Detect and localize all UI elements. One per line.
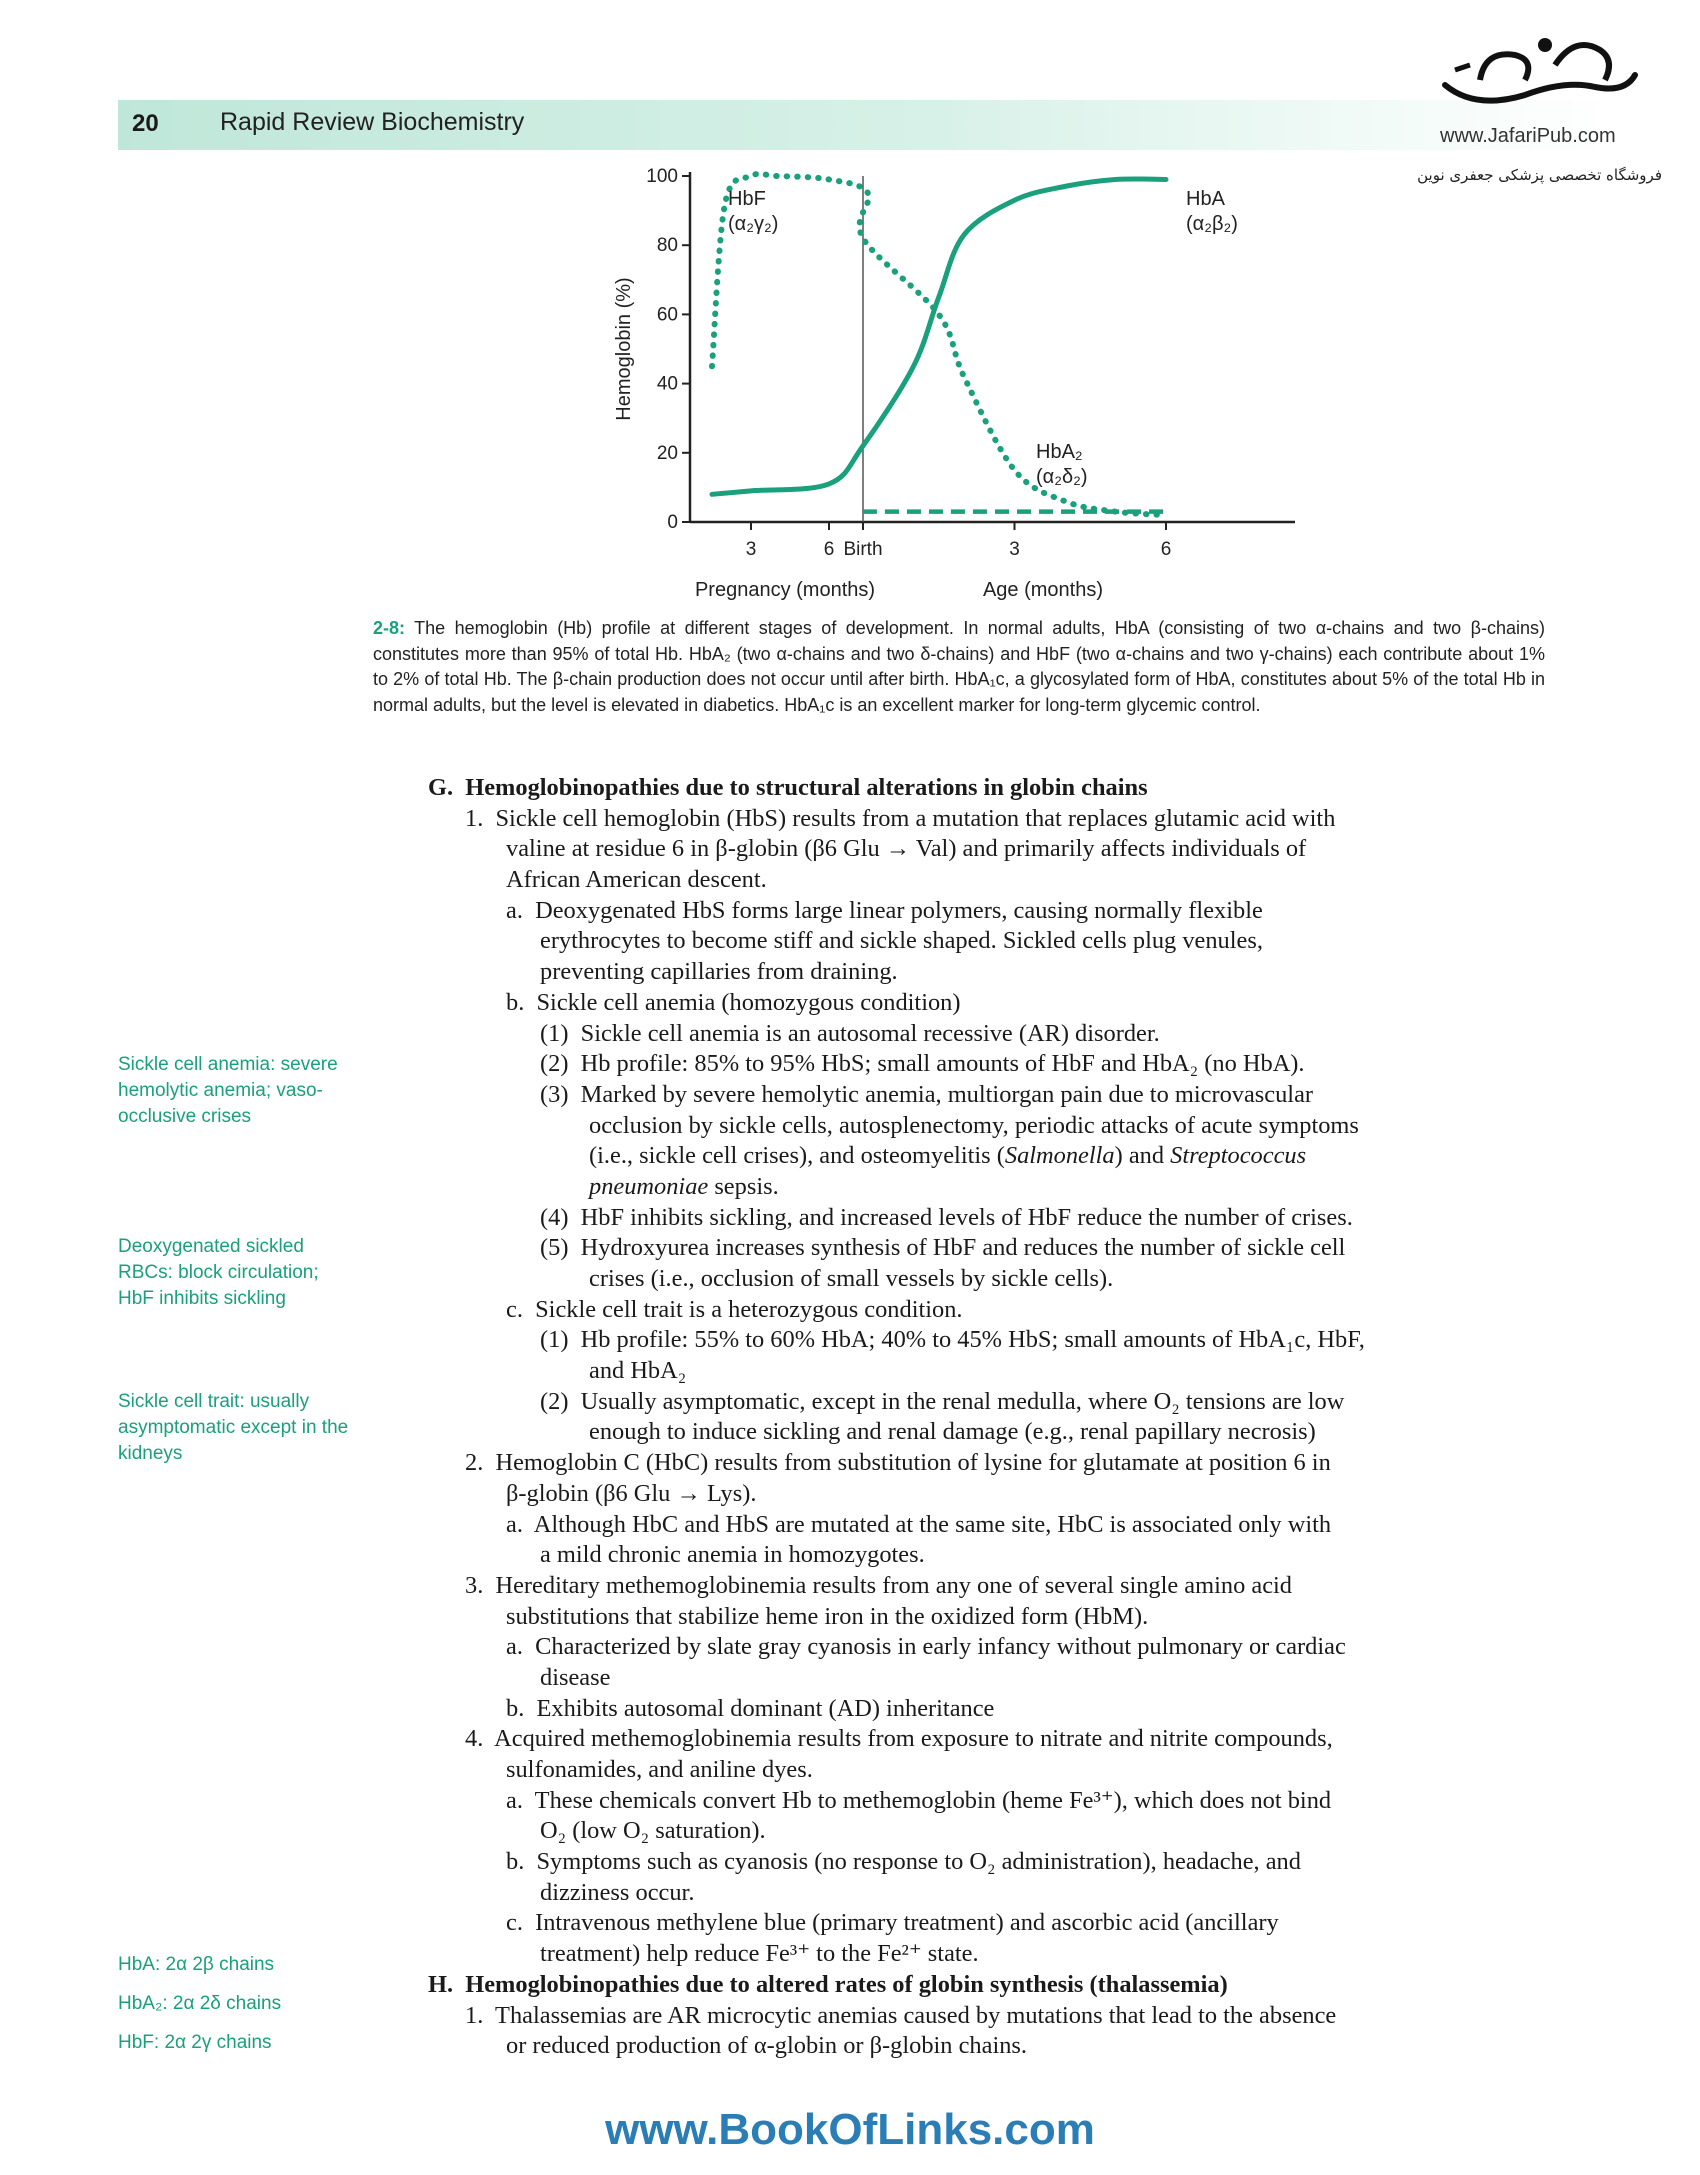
series-sublabel: (α₂γ₂) bbox=[728, 213, 779, 235]
caption-label: 2-8: bbox=[373, 618, 406, 638]
list-item: 3. Hereditary methemoglobinemia results from any one of several single amino acid bbox=[465, 1571, 1292, 1599]
figure-caption bbox=[373, 616, 1545, 718]
list-item-cont: a mild chronic anemia in homozygotes. bbox=[540, 1541, 925, 1569]
list-item-cont: enough to induce sickling and renal damage (e.g., renal papillary necrosis) bbox=[589, 1418, 1316, 1446]
list-item: c. Intravenous methylene blue (primary treatment) and ascorbic acid (ancillary bbox=[506, 1909, 1279, 1937]
list-item: (2) Usually asymptomatic, except in the renal medulla, where O₂ tensions are low bbox=[540, 1387, 1345, 1415]
list-item: (2) Hb profile: 85% to 95% HbS; small amounts of HbF and HbA₂ (no HbA). bbox=[540, 1050, 1305, 1078]
list-item-cont: sulfonamides, and aniline dyes. bbox=[506, 1756, 813, 1783]
list-item: (5) Hydroxyurea increases synthesis of HbF and reduces the number of sickle cell bbox=[540, 1234, 1346, 1262]
y-tick-label: 100 bbox=[646, 166, 678, 187]
x-tick-label: 3 bbox=[1009, 539, 1020, 560]
series-sublabel: (α₂δ₂) bbox=[1036, 466, 1088, 488]
text-run: sepsis. bbox=[708, 1172, 779, 1200]
list-item: 1. Sickle cell hemoglobin (HbS) results from a mutation that replaces glutamic acid with bbox=[465, 804, 1336, 832]
y-tick-label: 20 bbox=[656, 442, 678, 464]
list-item: (1) Hb profile: 55% to 60% HbA; 40% to 45% HbS; small amounts of HbA₁c, HbF, bbox=[540, 1326, 1365, 1354]
x-tick-label: 3 bbox=[745, 539, 757, 560]
list-item-cont: substitutions that stabilize heme iron in the oxidized form (HbM). bbox=[506, 1602, 1149, 1630]
series-sublabel: (α₂β₂) bbox=[1186, 213, 1238, 235]
list-item-cont: O₂ (low O₂ saturation). bbox=[540, 1817, 766, 1845]
list-item-cont bbox=[428, 1141, 1548, 1172]
list-item-cont: preventing capillaries from draining. bbox=[540, 958, 898, 986]
y-tick-label: 60 bbox=[656, 304, 678, 326]
hemoglobin-chart bbox=[600, 160, 1320, 610]
x-group-label: Pregnancy (months) bbox=[694, 579, 876, 601]
body-text bbox=[428, 773, 1548, 2062]
list-item: c. Sickle cell trait is a heterozygous condition. bbox=[506, 1295, 963, 1323]
section-heading-g: G. Hemoglobinopathies due to structural alterations in globin chains bbox=[428, 774, 1148, 801]
caption-text: The hemoglobin (Hb) profile at different stages of development. In normal adults, HbA (consisting of two α-chains and two β-chains) constitutes more than 95% of total Hb. HbA₂ (two α-chains and two δ-chains) and HbF (two α-chains and two γ-chains) each contribute about 1% to 2% of total Hb. The β-chain production does not occur until after birth. HbA₁c, a glycosylated form of HbA, constitutes about 5% of the total Hb in normal adults, but the level is elevated in diabetics. HbA₁c is an excellent marker for long-term glycemic control. bbox=[373, 618, 1545, 715]
x-group-label: Age (months) bbox=[982, 579, 1104, 601]
list-item: a. Deoxygenated HbS forms large linear polymers, causing normally flexible bbox=[506, 896, 1263, 924]
list-item-cont: occlusion by sickle cells, autosplenectomy, periodic attacks of acute symptoms bbox=[589, 1111, 1359, 1139]
list-item: 2. Hemoglobin C (HbC) results from substitution of lysine for glutamate at position 6 in bbox=[465, 1449, 1331, 1477]
list-item: 1. Thalassemias are AR microcytic anemias caused by mutations that lead to the absence bbox=[465, 2001, 1337, 2029]
list-item: a. Although HbC and HbS are mutated at the same site, HbC is associated only with bbox=[506, 1510, 1332, 1538]
margin-note-hbf: HbF: 2α 2γ chains bbox=[118, 2032, 272, 2053]
margin-note-deoxygenated: Deoxygenated sickled RBCs: block circulation; HbF inhibits sickling bbox=[118, 1236, 319, 1309]
footer-url: www.BookOfLinks.com bbox=[605, 2105, 1095, 2154]
y-tick-label: 40 bbox=[656, 373, 678, 395]
margin-note-sickle-anemia: Sickle cell anemia: severe hemolytic anemia; vaso-occlusive crises bbox=[118, 1054, 338, 1127]
species-name: pneumoniae bbox=[589, 1172, 709, 1200]
list-item: 4. Acquired methemoglobinemia results from exposure to nitrate and nitrite compounds, bbox=[465, 1725, 1333, 1753]
list-item-cont bbox=[428, 1172, 1548, 1203]
publisher-logo bbox=[1425, 25, 1645, 125]
list-item-cont: disease bbox=[540, 1663, 611, 1691]
list-item: a. Characterized by slate gray cyanosis in early infancy without pulmonary or cardiac bbox=[506, 1633, 1346, 1661]
margin-note-hba: HbA: 2α 2β chains bbox=[118, 1954, 275, 1975]
series-label: HbA₂ bbox=[1036, 441, 1083, 463]
x-tick-label: 6 bbox=[823, 539, 835, 560]
list-item: b. Sickle cell anemia (homozygous condition) bbox=[506, 988, 961, 1016]
list-item-cont: African American descent. bbox=[506, 866, 767, 894]
publisher-tagline: فروشگاه تخصصی پزشکی جعفری نوین bbox=[1417, 166, 1662, 184]
list-item: b. Exhibits autosomal dominant (AD) inheritance bbox=[506, 1694, 995, 1722]
list-item-cont: valine at residue 6 in β-globin (β6 Glu → Val) and primarily affects individuals of bbox=[506, 835, 1307, 863]
list-item: (3) Marked by severe hemolytic anemia, multiorgan pain due to microvascular bbox=[540, 1080, 1314, 1108]
list-item-cont: crises (i.e., occlusion of small vessels by sickle cells). bbox=[589, 1265, 1114, 1292]
list-item: b. Symptoms such as cyanosis (no response to O₂ administration), headache, and bbox=[506, 1848, 1301, 1876]
list-item-cont: β-globin (β6 Glu → Lys). bbox=[506, 1479, 757, 1507]
text-run: (i.e., sickle cell crises), and osteomyelitis ( bbox=[589, 1142, 1005, 1170]
section-heading-h: H. Hemoglobinopathies due to altered rates of globin synthesis (thalassemia) bbox=[428, 1970, 1228, 1998]
x-tick-label: 6 bbox=[1160, 539, 1172, 560]
species-name: Salmonella bbox=[1004, 1142, 1115, 1170]
y-tick-label: 80 bbox=[656, 235, 678, 257]
list-item-cont: erythrocytes to become stiff and sickle shaped. Sickled cells plug venules, bbox=[540, 927, 1263, 955]
list-item-cont: and HbA₂ bbox=[589, 1357, 687, 1385]
margin-note-hba2: HbA₂: 2α 2δ chains bbox=[118, 1993, 282, 2014]
y-axis-label: Hemoglobin (%) bbox=[613, 277, 635, 421]
list-item: (4) HbF inhibits sickling, and increased levels of HbF reduce the number of crises. bbox=[540, 1203, 1353, 1231]
list-item-cont: treatment) help reduce Fe³⁺ to the Fe²⁺ state. bbox=[540, 1940, 979, 1968]
page-number: 20 bbox=[132, 110, 159, 137]
list-item-cont: or reduced production of α-globin or β-globin chains. bbox=[506, 2032, 1028, 2060]
series-label: HbA bbox=[1186, 188, 1225, 210]
publisher-url: www.JafariPub.com bbox=[1440, 125, 1616, 147]
list-item: a. These chemicals convert Hb to methemoglobin (heme Fe³⁺), which does not bind bbox=[506, 1786, 1332, 1814]
species-name: Streptococcus bbox=[1170, 1142, 1307, 1170]
text-run: ) and bbox=[1114, 1142, 1171, 1170]
series-label: HbF bbox=[728, 188, 766, 210]
list-item: (1) Sickle cell anemia is an autosomal recessive (AR) disorder. bbox=[540, 1019, 1160, 1047]
y-tick-label: 0 bbox=[667, 512, 678, 533]
x-tick-label: Birth bbox=[843, 539, 883, 560]
book-title: Rapid Review Biochemistry bbox=[220, 108, 525, 136]
series-hba bbox=[712, 179, 1166, 494]
margin-note-sickle-trait: Sickle cell trait: usually asymptomatic except in the kidneys bbox=[118, 1391, 349, 1464]
series-hbf bbox=[712, 174, 1166, 515]
list-item-cont: dizziness occur. bbox=[540, 1878, 695, 1906]
